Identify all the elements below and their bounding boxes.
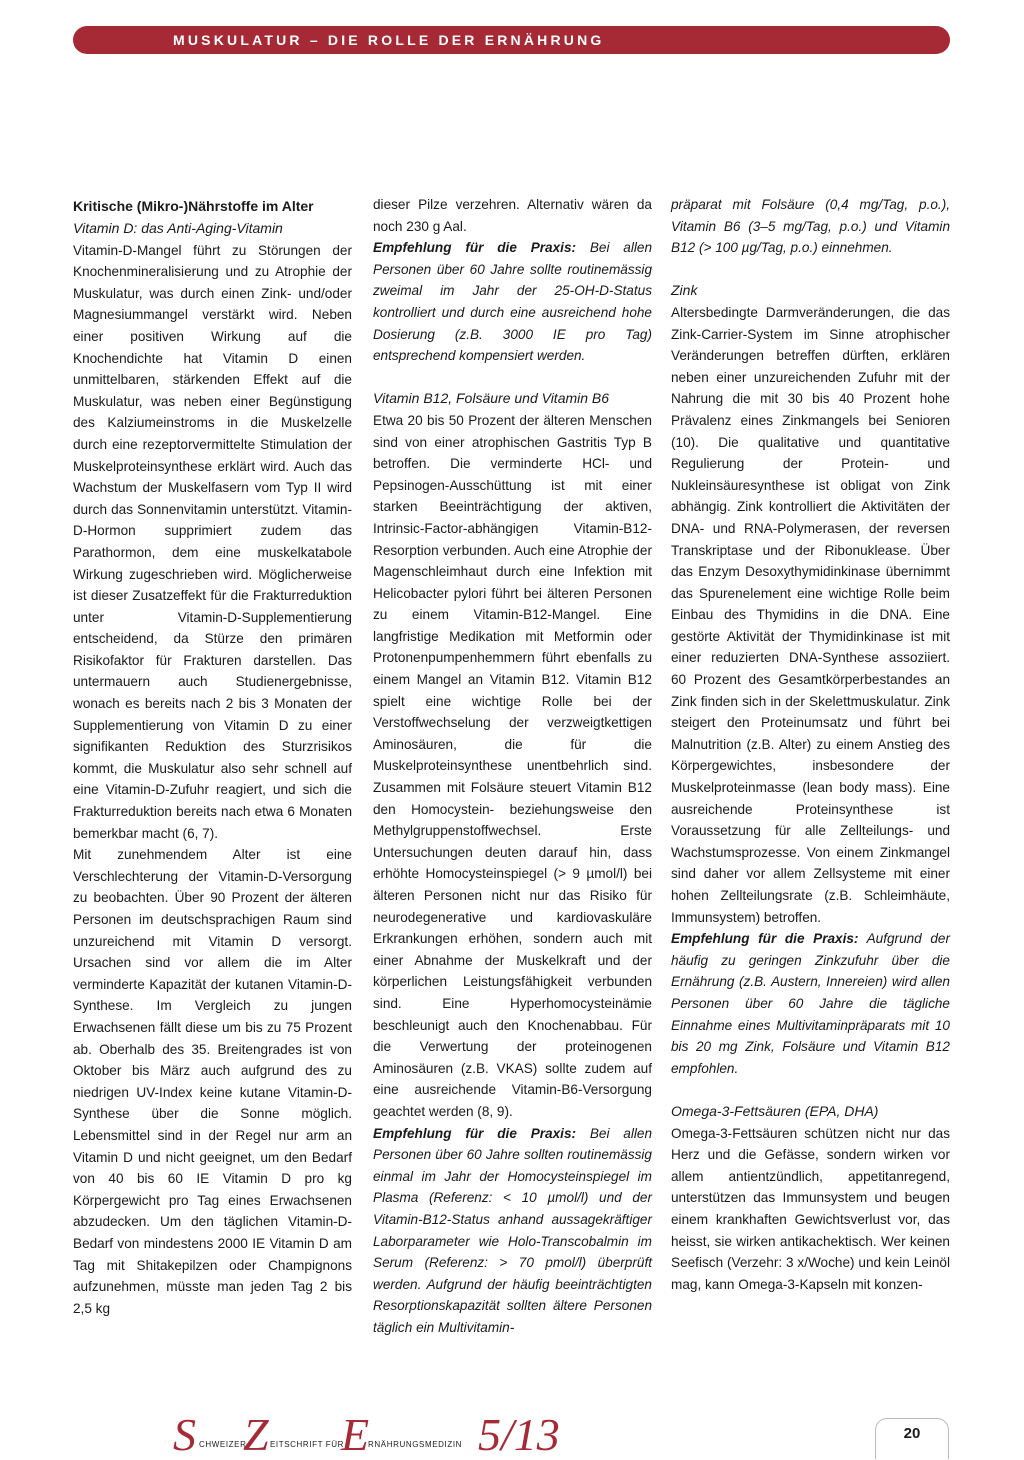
recommendation-label: Empfehlung für die Praxis: xyxy=(373,240,577,256)
section-heading: Kritische (Mikro-)Nährstoffe im Alter xyxy=(73,198,314,214)
recommendation xyxy=(671,928,950,1079)
subsection-heading: Zink xyxy=(671,282,698,299)
logo-word-z: EITSCHRIFT FÜR xyxy=(270,1440,345,1449)
issue-number: 5/13 xyxy=(478,1409,560,1460)
logo-letter-e: E xyxy=(341,1409,370,1460)
paragraph: präparat mit Folsäure (0,4 mg/Tag, p.o.), Vitamin B6 (3–5 mg/Tag, p.o.) und Vitamin B12 (> 100 µg/Tag, p.o.) einnehmen. xyxy=(671,197,950,256)
logo-letter-s: S xyxy=(173,1409,196,1460)
recommendation xyxy=(373,237,652,367)
logo-word-e: RNÄHRUNGSMEDIZIN xyxy=(368,1440,463,1449)
subsection-heading: Vitamin D: das Anti-Aging-Vitamin xyxy=(73,220,283,236)
paragraph: dieser Pilze verzehren. Alternativ wären da noch 230 g Aal. xyxy=(373,197,652,234)
recommendation-label: Empfehlung für die Praxis: xyxy=(373,1125,577,1141)
subsection-heading: Vitamin B12, Folsäure und Vitamin B6 xyxy=(373,390,610,407)
paragraph: Vitamin-D-Mangel führt zu Störungen der Knochenmineralisierung und zu Atrophie der Muskulatur, was durch einen Zink- und/oder Magnesiummangel verstärkt wird. Neben einer positiven Wirkung auf die Knochendichte hat Vitamin D einen unmittelbaren, stärkenden Effekt auf die Muskulatur, was neben einer Begünstigung des Kalziumeinstroms in die Muskelzelle durch eine rezeptorvermittelte Stimulation der Muskelproteinsynthese erklärt wird. Auch das Wachstum der Muskelfasern vom Typ II wird durch das Sonnenvitamin unterstützt. Vitamin-D-Hormon supprimiert zudem das Parathormon, dem eine muskelkatabole Wirkung zugeschrieben wird. Möglicherweise ist dieser Zusatzeffekt für die Frakturreduktion unter Vitamin-D-Supplementierung entscheidend, da Stürze den primären Risikofaktor für Frakturen darstellen. Das untermauern auch Studienergebnisse, wonach es bereits nach 2 bis 3 Monaten der Supplementierung von Vitamin D zu einer signifikanten Reduktion des Sturzrisikos kommt, die Muskulatur also sehr schnell auf eine Vitamin-D-Zufuhr reagiert, und sich die Frakturreduktion bereits nach etwa 6 Monaten bemerkbar macht (6, 7). xyxy=(73,242,352,841)
journal-logo xyxy=(173,1409,873,1460)
paragraph: Etwa 20 bis 50 Prozent der älteren Menschen sind von einer atrophischen Gastritis Typ B betroffen. Die verminderte HCl- und Pepsinogen-Ausschüttung ist mit einer starken Beeinträchtigung der aktiven, Intrinsic-Factor-abhängigen Vitamin-B12-Resorption verbunden. Auch eine Atrophie der Magenschleimhaut durch eine Infektion mit Helicobacter pylori führt bei älteren Personen zu einem Vitamin-B12-Mangel. Eine langfristige Medikation mit Metformin oder Protonenpumpenhemmern führt ebenfalls zu einem Mangel an Vitamin B12. Vitamin B12 spielt eine wichtige Rolle bei der Verstoffwechselung der verzweigtkettigen Aminosäuren, die für die Muskelproteinsynthese unentbehrlich sind. Zusammen mit Folsäure steuert Vitamin B12 den Homocystein- beziehungsweise den Methylgruppenstoffwechsel. Erste Untersuchungen deuten darauf hin, dass erhöhte Homocysteinspiegel (> 9 µmol/l) bei älteren Personen nicht nur das Risiko für neurodegenerative und kardiovaskuläre Erkrankungen erhöhen, sondern auch mit einer Abnahme der Muskelkraft und der körperlichen Leistungsfähigkeit verbunden sind. Eine Hyperhomocysteinämie beschleunigt auch den Knochenabbau. Für die Verwertung der proteinogenen Aminosäuren (z.B. VKAS) sollte zudem auf eine ausreichende Vitamin-B6-Versorgung geachtet werden (8, 9). xyxy=(373,412,652,1119)
recommendation-text: Bei allen Personen über 60 Jahre sollte routinemässig zweimal im Jahr der 25-OH-D-Status kontrolliert und durch eine ausreichend hohe Dosierung (z.B. 3000 IE pro Tag) entsprechend kompensiert werden. xyxy=(373,240,653,364)
recommendation-text: Aufgrund der häufig zu geringen Zinkzufuhr über die Ernährung (z.B. Austern, Innereien) wird allen Personen über 60 Jahre die tägliche Einnahme eines Multivitaminpräparats mit 10 bis 20 mg Zink, Folsäure und Vitamin B12 empfohlen. xyxy=(671,931,950,1076)
paragraph: Omega-3-Fettsäuren schützen nicht nur das Herz und die Gefässe, sondern wirken vor allem antientzündlich, appetitanregend, unterstützen das Immunsystem und beugen einem krankhaften Gewichtsverlust vor, das heisst, sie wirken antikachektisch. Wer keinen Seefisch (Verzehr: 3 x/Woche) und kein Leinöl mag, kann Omega-3-Kapseln mit konzen- xyxy=(671,1125,950,1292)
column-1 xyxy=(73,194,352,1319)
header-bar xyxy=(73,26,950,54)
subsection-heading: Omega-3-Fettsäuren (EPA, DHA) xyxy=(671,1102,879,1119)
page-number: 20 xyxy=(875,1418,949,1459)
column-3 xyxy=(671,194,950,1295)
recommendation xyxy=(373,1123,652,1339)
header-title: MUSKULATUR – DIE ROLLE DER ERNÄHRUNG xyxy=(173,32,605,48)
logo-word-s: CHWEIZER xyxy=(199,1440,247,1449)
paragraph: Mit zunehmendem Alter ist eine Verschlechterung der Vitamin-D-Versorgung zu beobachten. Über 90 Prozent der älteren Personen im deutschsprachigen Raum sind unzureichend mit Vitamin D versorgt. Ursachen sind vor allem die im Alter verminderte Kapazität der kutanen Vitamin-D-Synthese. Im Vergleich zu jungen Erwachsenen fällt diese um bis zu 75 Prozent ab. Oberhalb des 35. Breitengrades ist von Oktober bis März auch aufgrund des zu niedrigen UV-Index keine kutane Vitamin-D-Synthese über die Sonne möglich. Lebensmittel sind in der Regel nur arm an Vitamin D und nicht geeignet, um den Bedarf von 40 bis 60 IE Vitamin D pro kg Körpergewicht pro Tag eines Erwachsenen abzudecken. Um den täglichen Vitamin-D-Bedarf von mindestens 2000 IE Vitamin D am Tag mit Shitakepilzen oder Champignons aufzunehmen, müsste man jeden Tag 2 bis 2,5 kg xyxy=(73,847,352,1316)
recommendation-text: Bei allen Personen über 60 Jahre sollten routinemässig einmal im Jahr der Homocysteinspiegel im Plasma (Referenz: < 10 µmol/l) und der Vitamin-B12-Status anhand aussagekräftiger Laborparameter wie Holo-Transcobalmin im Serum (Referenz: > 70 pmol/l) überprüft werden. Aufgrund der häufig beeinträchtigten Resorptionskapazität sollten ältere Personen täglich ein Multivitamin- xyxy=(373,1125,653,1335)
paragraph: Altersbedingte Darmveränderungen, die das Zink-Carrier-System im Sinne atrophischer Veränderungen betreffen dürften, erklären neben einer unzureichenden Zufuhr mit der Nahrung die mit 30 bis 40 Prozent hohe Prävalenz eines Zinkmangels bei Senioren (10). Die qualitative und quantitative Regulierung der Protein- und Nukleinsäuresynthese ist obligat von Zink abhängig. Zink kontrolliert die Aktivitäten der DNA- und RNA-Polymerasen, der reversen Transkriptase und der Ribonuklease. Über das Enzym Desoxythymidinkinase übernimmt das Spurenelement eine wichtige Rolle beim Einbau des Thymidins in die DNA. Eine gestörte Aktivität der Thymidinkinase ist mit einer reduzierten DNA-Synthese assoziiert. 60 Prozent des Gesamtkörperbestandes an Zink finden sich in der Skelettmuskulatur. Zink steigert den Proteinumsatz und führt bei Malnutrition (z.B. Alter) zu einem Anstieg des Körpergewichtes, insbesondere der Muskelproteinmasse (lean body mass). Eine ausreichende Proteinsynthese ist Voraussetzung für alle Zellteilungs- und Wachstumsprozesse. Von einem Zinkmangel sind daher vor allem Zellsysteme mit einer hohen Zellteilungsrate (z.B. Schleimhäute, Immunsystem) betroffen. xyxy=(671,304,950,925)
column-2 xyxy=(373,194,652,1338)
logo-letter-z: Z xyxy=(243,1409,269,1460)
recommendation-label: Empfehlung für die Praxis: xyxy=(671,931,859,947)
